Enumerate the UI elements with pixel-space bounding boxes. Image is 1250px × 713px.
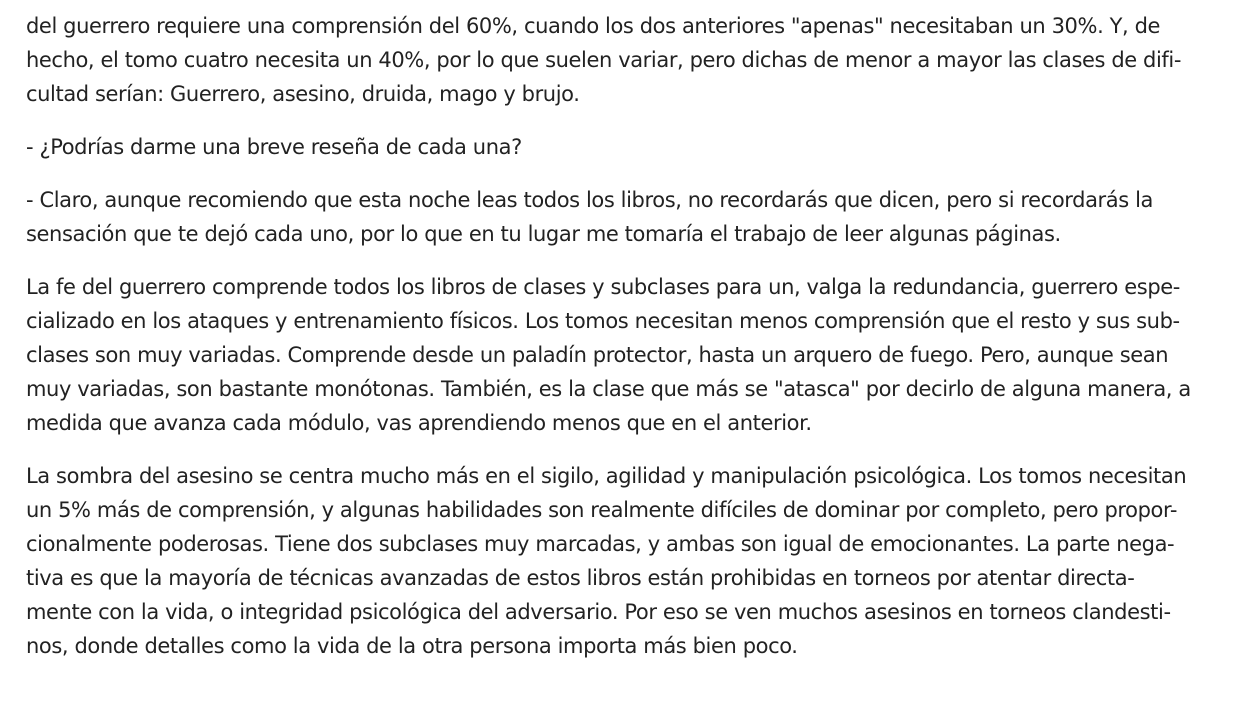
- text-line: hecho, el tomo cuatro necesita un 40%, por lo que suelen variar, pero dichas de menor a mayor las clases de difi-: [26, 48, 1182, 72]
- paragraph-answer: [26, 183, 1231, 251]
- text-line: un 5% más de comprensión, y algunas habilidades son realmente difíciles de dominar por completo, pero propor-: [26, 498, 1178, 522]
- text-line: cializado en los ataques y entrenamiento físicos. Los tomos necesitan menos comprensión que el resto y sus sub-: [26, 309, 1180, 333]
- text-line: muy variadas, son bastante monótonas. También, es la clase que más se "atasca" por decirlo de alguna manera, a: [26, 377, 1191, 401]
- text-line: mente con la vida, o integridad psicológica del adversario. Por eso se ven muchos asesinos en torneos clandesti-: [26, 600, 1171, 624]
- paragraph-warrior: [26, 270, 1231, 440]
- text-line: nos, donde detalles como la vida de la otra persona importa más bien poco.: [26, 634, 798, 658]
- text-line: La fe del guerrero comprende todos los libros de clases y subclases para un, valga la redundancia, guerrero espe-: [26, 275, 1180, 299]
- text-line: - Claro, aunque recomiendo que esta noche leas todos los libros, no recordarás que dicen, pero si recordarás la: [26, 188, 1153, 212]
- text-line: clases son muy variadas. Comprende desde un paladín protector, hasta un arquero de fuego. Pero, aunque sean: [26, 343, 1169, 367]
- text-line: cultad serían: Guerrero, asesino, druida, mago y brujo.: [26, 82, 580, 106]
- paragraph-class-difficulty: [26, 9, 1231, 111]
- paragraph-assassin: [26, 459, 1231, 663]
- text-line: tiva es que la mayoría de técnicas avanzadas de estos libros están prohibidas en torneos por atentar directa-: [26, 566, 1135, 590]
- text-line: sensación que te dejó cada uno, por lo que en tu lugar me tomaría el trabajo de leer algunas páginas.: [26, 222, 1061, 246]
- text-line: del guerrero requiere una comprensión del 60%, cuando los dos anteriores "apenas" necesitaban un 30%. Y, de: [26, 14, 1161, 38]
- text-line: cionalmente poderosas. Tiene dos subclases muy marcadas, y ambas son igual de emocionantes. La parte nega-: [26, 532, 1175, 556]
- text-line: medida que avanza cada módulo, vas aprendiendo menos que en el anterior.: [26, 411, 812, 435]
- text-line: La sombra del asesino se centra mucho más en el sigilo, agilidad y manipulación psicológica. Los tomos necesitan: [26, 464, 1187, 488]
- text-line: - ¿Podrías darme una breve reseña de cada una?: [26, 135, 522, 159]
- paragraph-question: [26, 130, 1231, 164]
- document-page: [0, 9, 1250, 713]
